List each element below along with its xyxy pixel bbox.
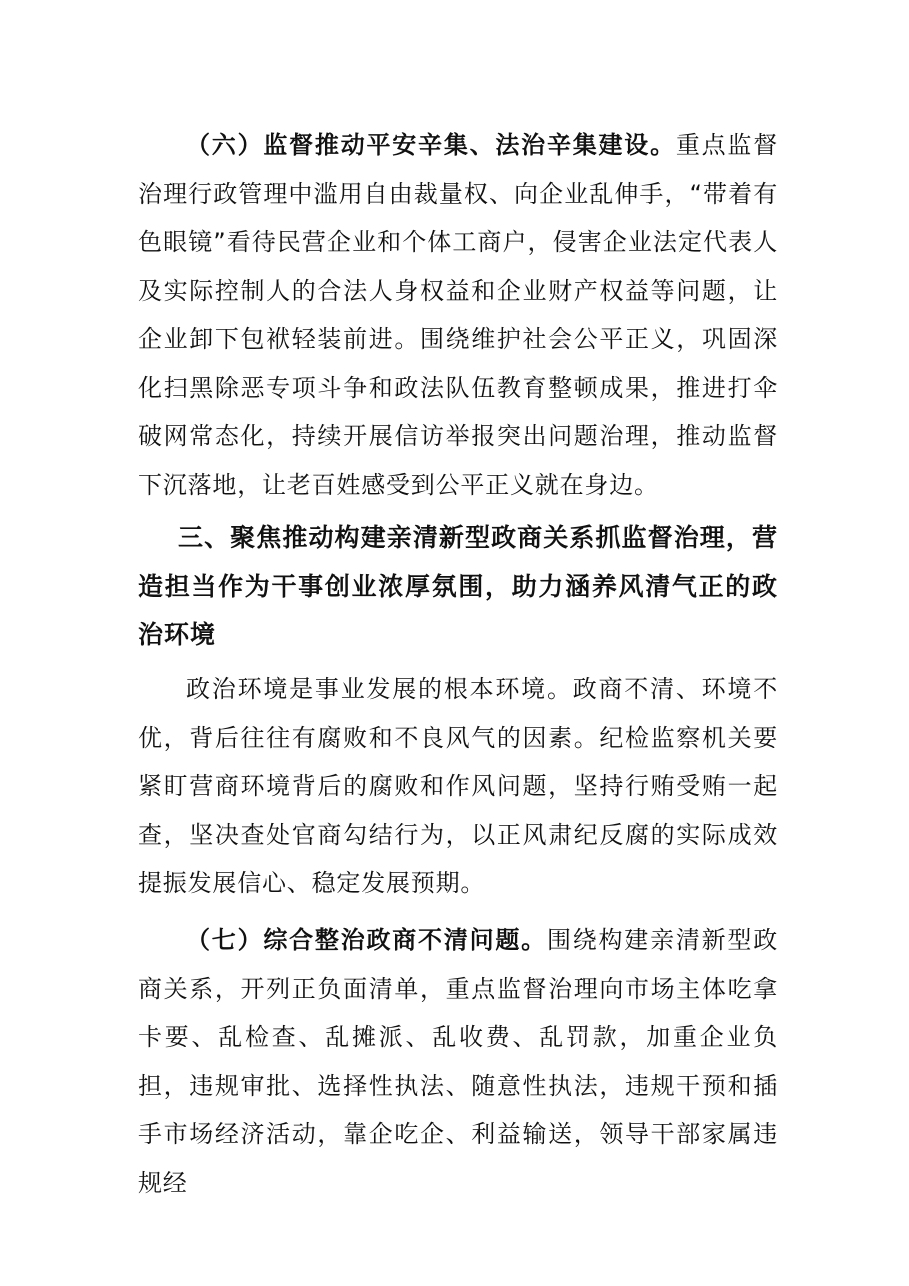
section-6-title: （六）监督推动平安辛集、法治辛集建设。 bbox=[186, 131, 676, 159]
section-7-body: 围绕构建亲清新型政商关系，开列正负面清单，重点监督治理向市场主体吃拿卡要、乱检查、乱摊派、乱收费、乱罚款，加重企业负担，违规审批、选择性执法、随意性执法，违规干预和插手市场经济活动，靠企吃企、利益输送，领导干部家属违规经 bbox=[138, 926, 779, 1197]
section-7-title: （七）综合整治政商不清问题。 bbox=[186, 926, 547, 954]
chapter-3-heading: 三、聚焦推动构建亲清新型政商关系抓监督治理，营造担当作为干事创业浓厚氛围，助力涵养风清气正的政治环境 bbox=[138, 523, 778, 649]
section-6-paragraph bbox=[138, 121, 778, 509]
section-7-paragraph bbox=[138, 916, 778, 1207]
section-6-body: 重点监督治理行政管理中滥用自由裁量权、向企业乱伸手，“带着有色眼镜”看待民营企业和个体工商户，侵害企业法定代表人及实际控制人的合法人身权益和企业财产权益等问题，让企业卸下包袱轻装前进。围绕维护社会公平正义，巩固深化扫黑除恶专项斗争和政法队伍教育整顿成果，推进打伞破网常态化，持续开展信访举报突出问题治理，推动监督下沉落地，让老百姓感受到公平正义就在身边。 bbox=[138, 131, 779, 499]
political-environment-paragraph: 政治环境是事业发展的根本环境。政商不清、环境不优，背后往往有腐败和不良风气的因素。纪检监察机关要紧盯营商环境背后的腐败和作风问题，坚持行贿受贿一起查，坚决查处官商勾结行为，以正风肃纪反腐的实际成效提振发展信心、稳定发展预期。 bbox=[138, 675, 778, 897]
